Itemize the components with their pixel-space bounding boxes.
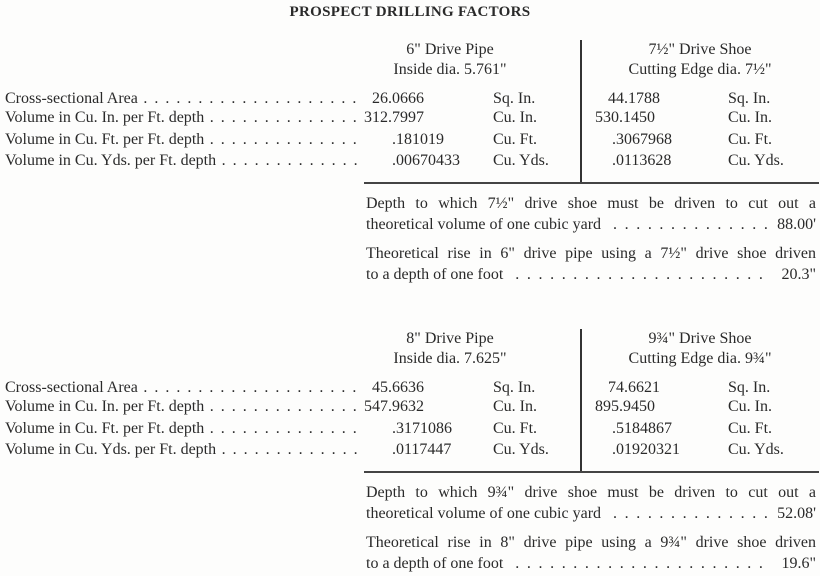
- shoe-value: .3067968: [612, 131, 672, 148]
- note-value: 20.3": [781, 266, 816, 283]
- pipe-header-diameter: Inside dia. 5.761": [393, 61, 507, 78]
- row-label: [5, 90, 363, 108]
- pipe-unit: Cu. Yds.: [493, 152, 549, 169]
- row-label-text: Cross-sectional Area: [5, 90, 138, 107]
- row-label: [5, 109, 363, 127]
- row-label-text: Volume in Cu. Yds. per Ft. depth: [5, 441, 217, 458]
- section-rule: [364, 471, 819, 473]
- shoe-value: .01920321: [612, 441, 680, 458]
- shoe-value: 530.1450: [595, 109, 655, 126]
- pipe-unit: Sq. In.: [493, 379, 536, 396]
- pipe-value: .181019: [392, 131, 444, 148]
- shoe-value: 895.9450: [595, 398, 655, 415]
- pipe-header-title: 8" Drive Pipe: [406, 330, 494, 347]
- shoe-unit: Cu. In.: [728, 109, 772, 126]
- pipe-unit: Cu. Ft.: [493, 420, 538, 437]
- note-text: to a depth of one foot: [366, 555, 504, 572]
- shoe-header-diameter: Cutting Edge dia. 7½": [628, 61, 772, 78]
- shoe-value: 44.1788: [608, 90, 660, 107]
- pipe-value: 312.7997: [364, 109, 424, 126]
- note-line: Depth to which 9¾" drive shoe must be driven to cut out a: [366, 484, 816, 501]
- dot-leader: [613, 216, 767, 234]
- row-label: [5, 379, 363, 397]
- note-text: theoretical volume of one cubic yard: [366, 505, 602, 522]
- pipe-value: 26.0666: [372, 90, 424, 107]
- shoe-unit: Cu. Yds.: [728, 441, 784, 458]
- note-line: Theoretical rise in 8" drive pipe using a 9¾" drive shoe driven: [366, 534, 816, 551]
- column-divider: [580, 40, 582, 183]
- dot-leader: [515, 555, 771, 573]
- section-rule: [364, 182, 819, 184]
- row-label-text: Volume in Cu. Yds. per Ft. depth: [5, 152, 217, 169]
- pipe-header-title: 6" Drive Pipe: [406, 41, 494, 58]
- pipe-value: .3171086: [392, 420, 452, 437]
- shoe-header-title: 9¾" Drive Shoe: [648, 330, 752, 347]
- note-leader-line: [366, 216, 816, 234]
- dot-leader: [515, 266, 771, 284]
- shoe-value: 74.6621: [608, 379, 660, 396]
- column-divider: [580, 329, 582, 472]
- pipe-value: 547.9632: [364, 398, 424, 415]
- note-value: 19.6": [781, 555, 816, 572]
- shoe-unit: Sq. In.: [728, 379, 771, 396]
- pipe-value: 45.6636: [372, 379, 424, 396]
- shoe-value: .0113628: [612, 152, 672, 169]
- pipe-unit: Cu. In.: [493, 109, 537, 126]
- row-label: [5, 131, 363, 149]
- note-text: theoretical volume of one cubic yard: [366, 216, 602, 233]
- note-value: 88.00': [777, 216, 816, 233]
- row-label: [5, 152, 363, 170]
- row-label-text: Cross-sectional Area: [5, 379, 138, 396]
- pipe-unit: Sq. In.: [493, 90, 536, 107]
- row-label-text: Volume in Cu. In. per Ft. depth: [5, 109, 205, 126]
- row-label-text: Volume in Cu. Ft. per Ft. depth: [5, 420, 205, 437]
- shoe-unit: Sq. In.: [728, 90, 771, 107]
- pipe-unit: Cu. In.: [493, 398, 537, 415]
- pipe-value: .0117447: [392, 441, 452, 458]
- shoe-header-diameter: Cutting Edge dia. 9¾": [628, 350, 772, 367]
- row-label: [5, 441, 363, 459]
- note-line: Depth to which 7½" drive shoe must be driven to cut out a: [366, 195, 816, 212]
- note-line: Theoretical rise in 6" drive pipe using a 7½" drive shoe driven: [366, 245, 816, 262]
- row-label-text: Volume in Cu. In. per Ft. depth: [5, 398, 205, 415]
- note-leader-line: [366, 555, 816, 573]
- shoe-value: .5184867: [612, 420, 672, 437]
- shoe-header-title: 7½" Drive Shoe: [648, 41, 752, 58]
- shoe-unit: Cu. Ft.: [728, 420, 773, 437]
- note-leader-line: [366, 505, 816, 523]
- note-text: to a depth of one foot: [366, 266, 504, 283]
- row-label-text: Volume in Cu. Ft. per Ft. depth: [5, 131, 205, 148]
- row-label: [5, 398, 363, 416]
- dot-leader: [613, 505, 767, 523]
- shoe-unit: Cu. Yds.: [728, 152, 784, 169]
- pipe-value: .00670433: [392, 152, 460, 169]
- note-leader-line: [366, 266, 816, 284]
- shoe-unit: Cu. In.: [728, 398, 772, 415]
- page-title: PROSPECT DRILLING FACTORS: [289, 4, 531, 20]
- note-value: 52.08': [777, 505, 816, 522]
- pipe-header-diameter: Inside dia. 7.625": [393, 350, 507, 367]
- pipe-unit: Cu. Yds.: [493, 441, 549, 458]
- pipe-unit: Cu. Ft.: [493, 131, 538, 148]
- row-label: [5, 420, 363, 438]
- shoe-unit: Cu. Ft.: [728, 131, 773, 148]
